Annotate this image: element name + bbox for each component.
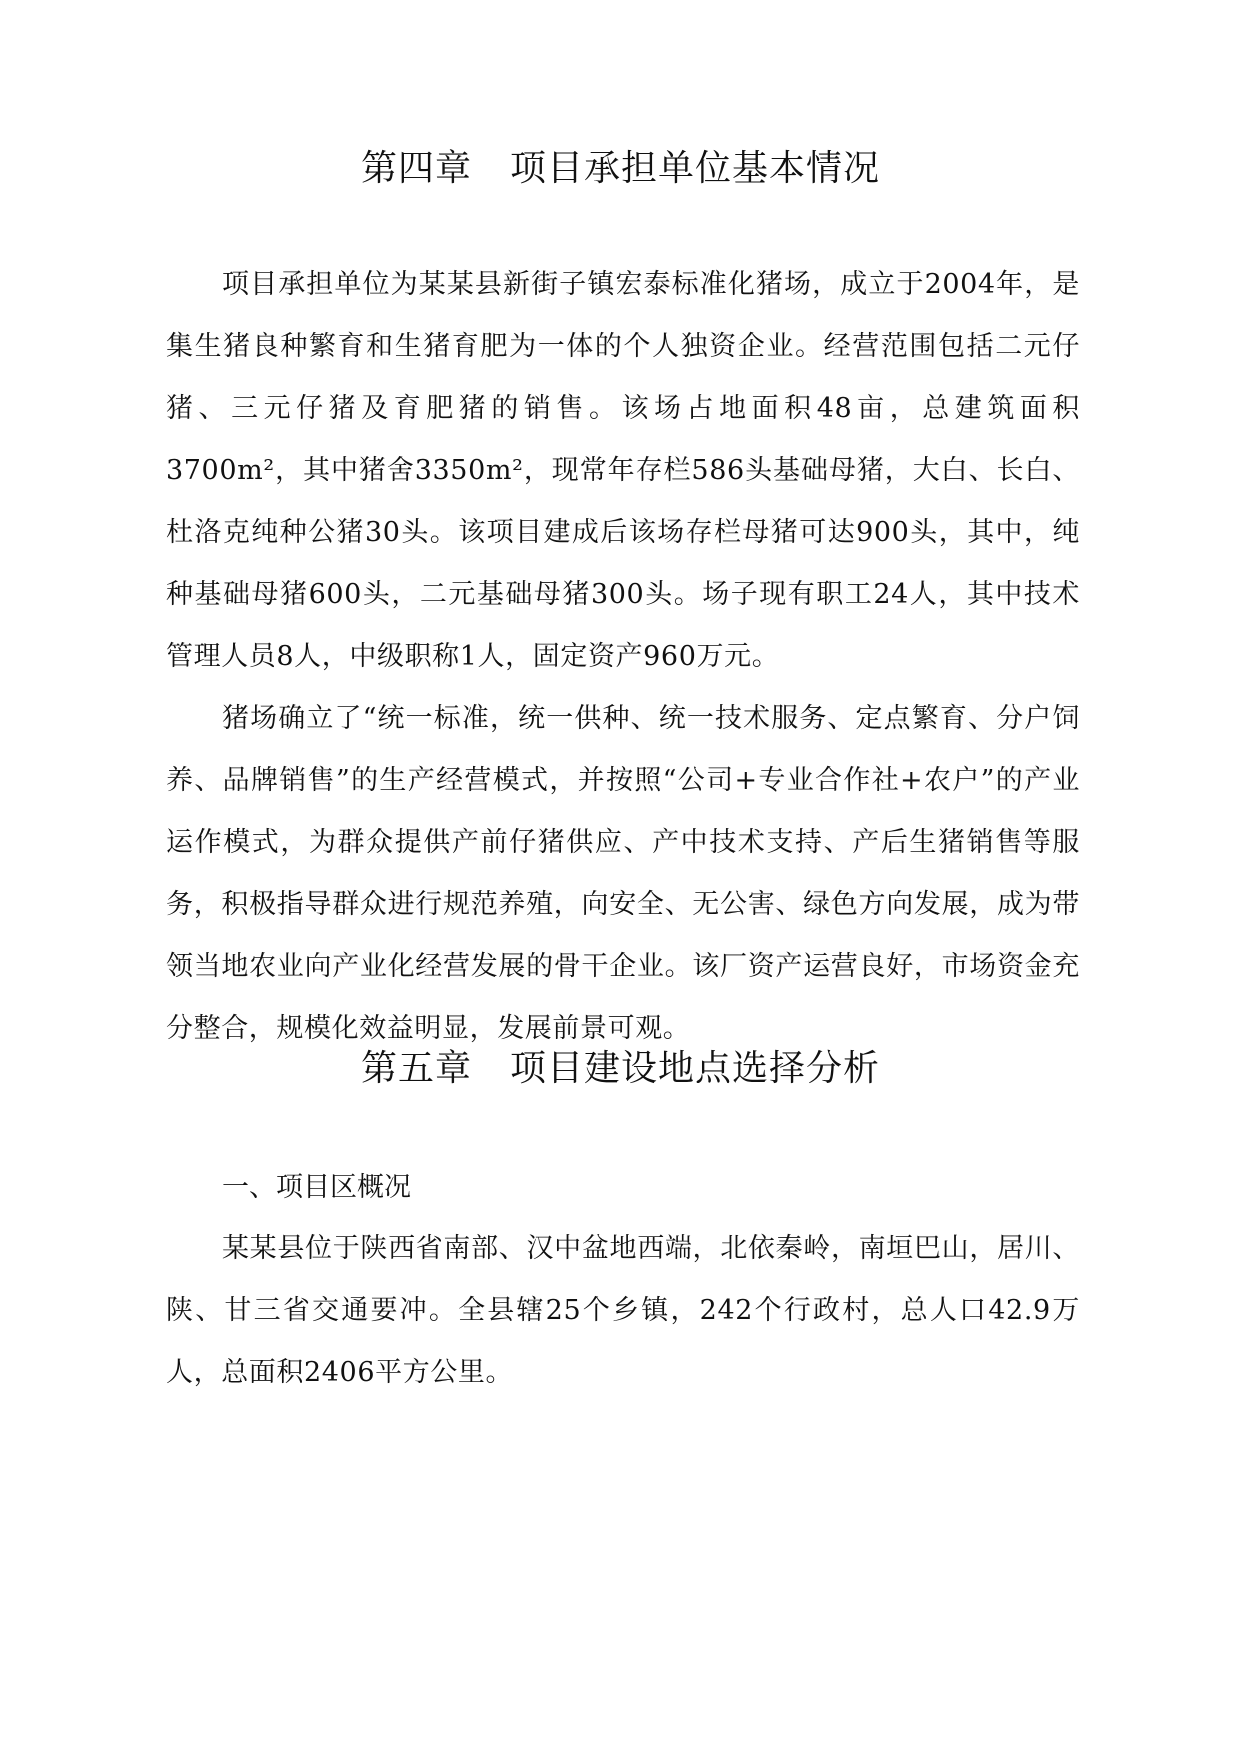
chapter-4-paragraph-2: 猪场确立了“统一标准，统一供种、统一技术服务、定点繁育、分户饲养、品牌销售”的生产经营模式，并按照“公司+专业合作社+农户”的产业运作模式，为群众提供产前仔猪供应、产中技术支持、产后生猪销售等服务，积极指导群众进行规范养殖，向安全、无公害、绿色方向发展，成为带领当地农业向产业化经营发展的骨干企业。该厂资产运营良好，市场资金充分整合，规模化效益明显，发展前景可观。: [166, 703, 1080, 1044]
chapter-4-title-text: 项目承担单位基本情况: [510, 148, 881, 189]
chapter-4-paragraph-1: 项目承担单位为某某县新街子镇宏泰标准化猪场，成立于2004年，是集生猪良种繁育和生猪育肥为一体的个人独资企业。经营范围包括二元仔猪、三元仔猪及育肥猪的销售。该场占地面积48亩，总建筑面积3700m²，其中猪舍3350m²，现常年存栏586头基础母猪，大白、长白、杜洛克纯种公猪30头。该项目建成后该场存栏母猪可达900头，其中，纯种基础母猪600头，二元基础母猪300头。场子现有职工24人，其中技术管理人员8人，中级职称1人，固定资产960万元。: [166, 269, 1080, 672]
section-1-body: [166, 1218, 1080, 1404]
chapter-4-body: [166, 254, 1080, 1060]
chapter-5-number: 第五章: [360, 1048, 472, 1089]
section-1-heading: 一、项目区概况: [222, 1172, 411, 1203]
chapter-5-title: [0, 1040, 1241, 1091]
chapter-5-title-text: 项目建设地点选择分析: [510, 1048, 881, 1089]
chapter-4-title: [0, 140, 1241, 191]
section-1-paragraph-1: 某某县位于陕西省南部、汉中盆地西端，北依秦岭，南垣巴山，居川、陕、甘三省交通要冲。全县辖25个乡镇，242个行政村，总人口42.9万人，总面积2406平方公里。: [166, 1233, 1080, 1388]
chapter-4-number: 第四章: [360, 148, 472, 189]
